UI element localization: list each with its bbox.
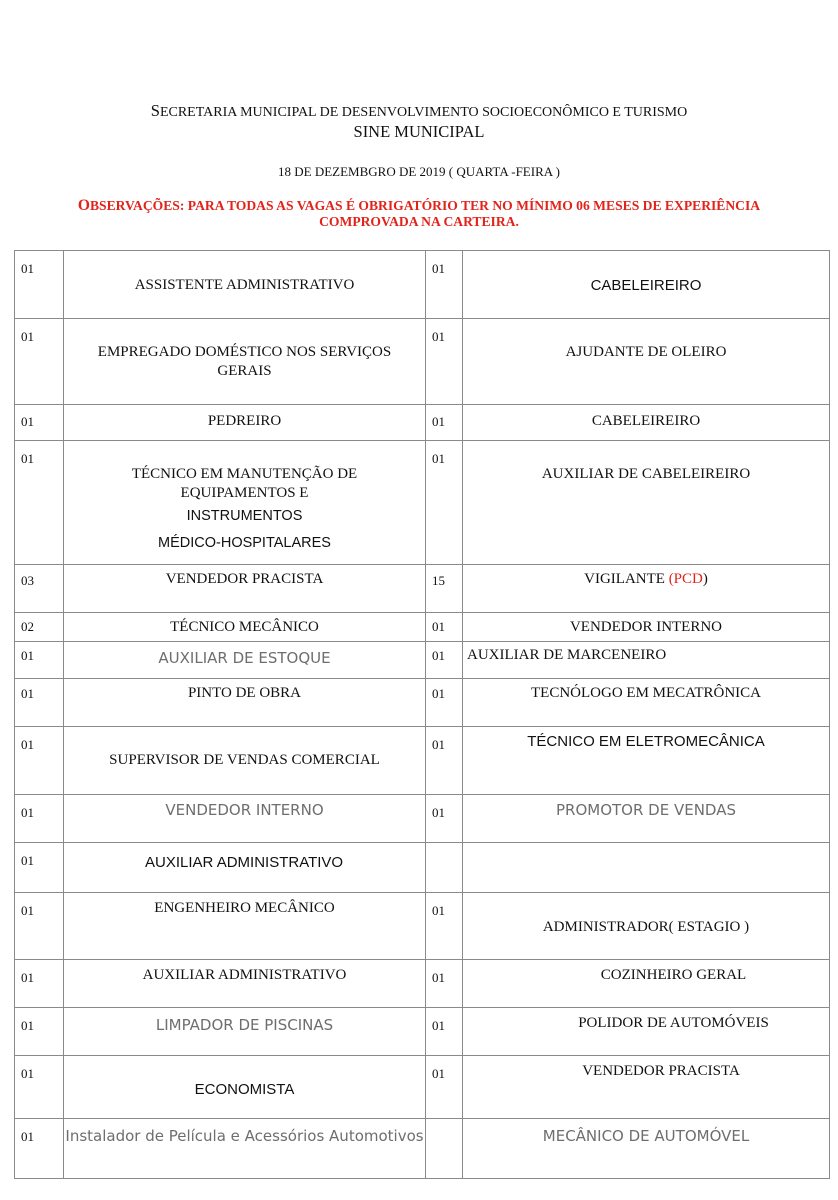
table-row: [15, 613, 830, 642]
table-row: [15, 642, 830, 679]
table-row: [15, 319, 830, 405]
table-row: [15, 405, 830, 441]
job-title: TÉCNICO MECÂNICO: [64, 613, 426, 642]
quantity: 01: [15, 1008, 64, 1056]
job-title: VENDEDOR PRACISTA: [463, 1056, 830, 1119]
quantity: 01: [15, 642, 64, 679]
job-title: SUPERVISOR DE VENDAS COMERCIAL: [64, 727, 426, 795]
job-title: ASSISTENTE ADMINISTRATIVO: [64, 251, 426, 319]
quantity: 01: [426, 613, 463, 642]
job-title: CABELEIREIRO: [463, 251, 830, 319]
table-row: [15, 727, 830, 795]
job-title: TECNÓLOGO EM MECATRÔNICA: [463, 679, 830, 727]
experience-notice: OBSERVAÇÕES: PARA TODAS AS VAGAS É OBRIGATÓRIO TER NO MÍNIMO 06 MESES DE EXPERIÊNCIA COMPROVADA NA CARTEIRA.: [77, 197, 761, 229]
table-row: [15, 843, 830, 893]
pcd-tag: (PCD: [668, 571, 703, 587]
quantity: 01: [15, 405, 64, 441]
quantity: 01: [15, 319, 64, 405]
job-title: AUXILIAR DE MARCENEIRO: [463, 642, 830, 679]
quantity: [426, 843, 463, 893]
job-title: MECÂNICO DE AUTOMÓVEL: [463, 1119, 830, 1179]
quantity: 01: [426, 1008, 463, 1056]
job-title: ADMINISTRADOR( ESTAGIO ): [463, 893, 830, 960]
table-row: [15, 441, 830, 565]
quantity: 01: [15, 960, 64, 1008]
quantity: 01: [426, 679, 463, 727]
job-title: TÉCNICO EM MANUTENÇÃO DE EQUIPAMENTOS E INSTRUMENTOS MÉDICO-HOSPITALARES: [64, 441, 426, 565]
quantity: 01: [426, 893, 463, 960]
table-row: [15, 565, 830, 613]
job-title: POLIDOR DE AUTOMÓVEIS: [463, 1008, 830, 1056]
job-title: AUXILIAR ADMINISTRATIVO: [64, 960, 426, 1008]
job-title: LIMPADOR DE PISCINAS: [64, 1008, 426, 1056]
header-title: SECRETARIA MUNICIPAL DE DESENVOLVIMENTO SOCIOECONÔMICO E TURISMO: [150, 101, 688, 120]
table-row: [15, 251, 830, 319]
quantity: 15: [426, 565, 463, 613]
job-title: ECONOMISTA: [64, 1056, 426, 1119]
header-subtitle: SINE MUNICIPAL: [353, 122, 485, 141]
quantity: 01: [426, 441, 463, 565]
job-title: EMPREGADO DOMÉSTICO NOS SERVIÇOS GERAIS: [64, 319, 426, 405]
job-title: [463, 843, 830, 893]
quantity: 01: [15, 843, 64, 893]
job-title: VENDEDOR PRACISTA: [64, 565, 426, 613]
quantity: 01: [15, 795, 64, 843]
job-title: COZINHEIRO GERAL: [463, 960, 830, 1008]
quantity: 01: [426, 960, 463, 1008]
job-title: PEDREIRO: [64, 405, 426, 441]
quantity: 01: [426, 1056, 463, 1119]
quantity: 01: [426, 727, 463, 795]
table-row: [15, 893, 830, 960]
quantity: 01: [15, 727, 64, 795]
job-title: PROMOTOR DE VENDAS: [463, 795, 830, 843]
job-title: CABELEIREIRO: [463, 405, 830, 441]
job-title: VENDEDOR INTERNO: [64, 795, 426, 843]
quantity: [426, 1119, 463, 1179]
table-row: [15, 795, 830, 843]
table-row: [15, 679, 830, 727]
table-row: [15, 960, 830, 1008]
quantity: 01: [15, 893, 64, 960]
job-title: Instalador de Película e Acessórios Automotivos: [64, 1119, 426, 1179]
table-row: [15, 1056, 830, 1119]
job-title: AUXILIAR DE CABELEIREIRO: [463, 441, 830, 565]
job-openings-table: [14, 250, 830, 1179]
job-title: AUXILIAR ADMINISTRATIVO: [64, 843, 426, 893]
job-title: ENGENHEIRO MECÂNICO: [64, 893, 426, 960]
quantity: 01: [426, 405, 463, 441]
quantity: 01: [15, 1119, 64, 1179]
quantity: 01: [15, 251, 64, 319]
job-title: VIGILANTE (PCD): [463, 565, 830, 613]
job-title: TÉCNICO EM ELETROMECÂNICA: [463, 727, 830, 795]
job-title: PINTO DE OBRA: [64, 679, 426, 727]
job-title: AJUDANTE DE OLEIRO: [463, 319, 830, 405]
job-title: AUXILIAR DE ESTOQUE: [64, 642, 426, 679]
quantity: 01: [426, 251, 463, 319]
quantity: 01: [15, 679, 64, 727]
quantity: 01: [426, 319, 463, 405]
quantity: 02: [15, 613, 64, 642]
quantity: 03: [15, 565, 64, 613]
quantity: 01: [426, 642, 463, 679]
quantity: 01: [15, 441, 64, 565]
quantity: 01: [426, 795, 463, 843]
quantity: 01: [15, 1056, 64, 1119]
header-date: 18 DE DEZEMBGRO DE 2019 ( QUARTA -FEIRA ): [277, 164, 560, 179]
table-row: [15, 1008, 830, 1056]
table-row: [15, 1119, 830, 1179]
job-title: VENDEDOR INTERNO: [463, 613, 830, 642]
